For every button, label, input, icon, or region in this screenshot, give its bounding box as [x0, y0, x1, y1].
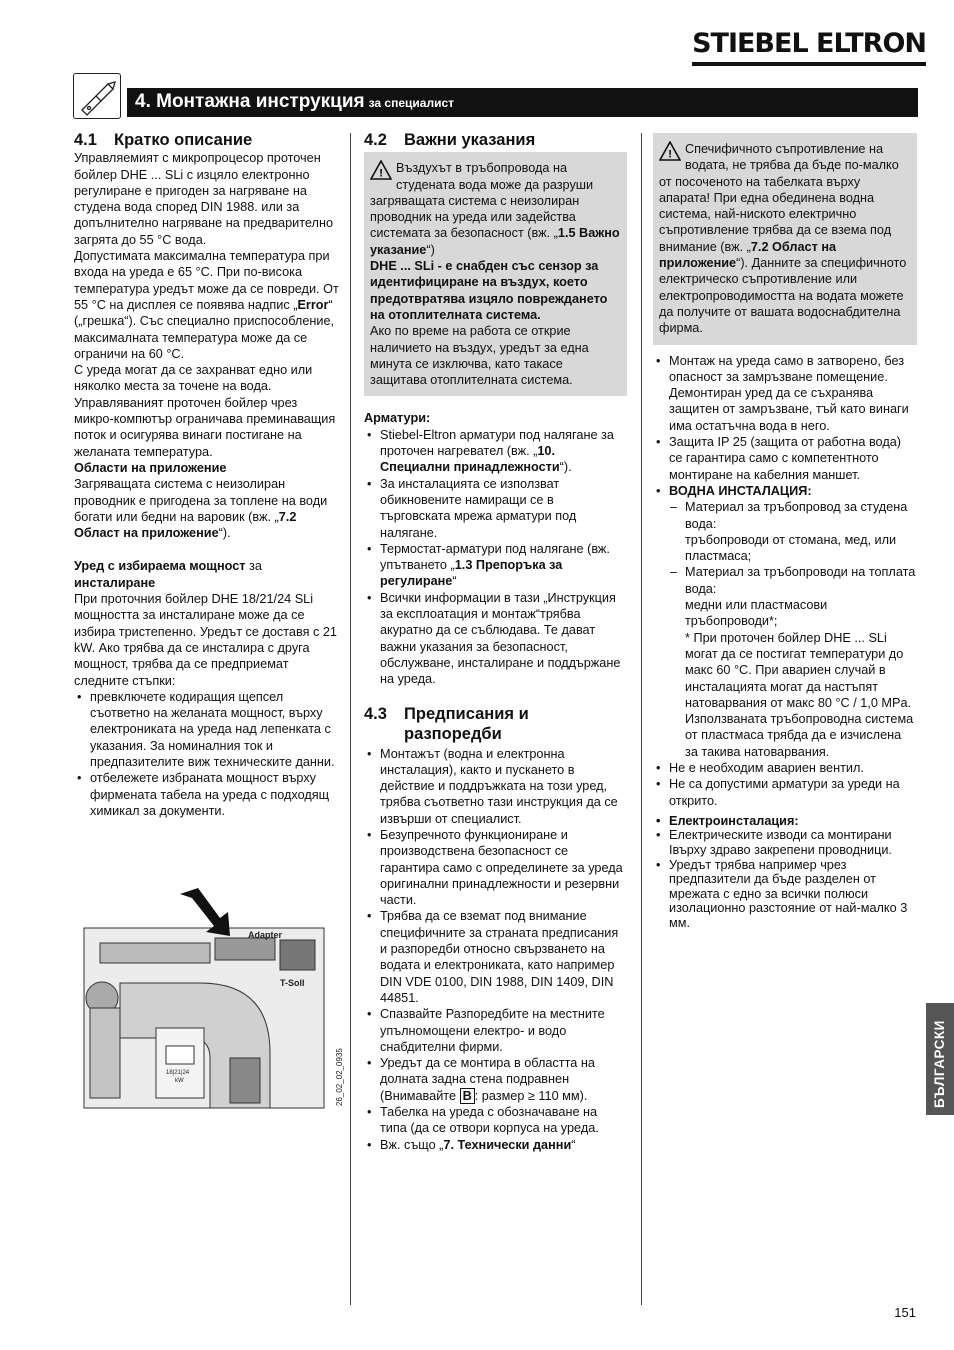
air-warning-box [364, 152, 627, 396]
air-shutdown-text: Ако по време на работа се открие наличието на въздух, уредът за една минута се изключва, като такасе защитава отоплителната система. [370, 324, 589, 388]
application-title: Области на приложение [74, 460, 227, 475]
header-title: 4. Монтажна инструкция [135, 91, 365, 112]
photo-label-adapter: Adapter [248, 930, 283, 940]
list-item: • Спазвайте Разпоредбите на местните упълномощени електро- и водо снабдителни фирми. [364, 1006, 627, 1055]
list-item: • Електрическите изводи са монтирани Івърху здраво закрепени проводници. [653, 828, 917, 857]
photo-label-tsoll: T-Soll [280, 978, 305, 988]
list-item: • Безупречното функциониране и производствена безопасност се гарантира само с определинете за уреда оригинални принадлежности и резервни части. [364, 827, 627, 908]
regulations-list [364, 746, 627, 1153]
power-title: Уред с избираема мощност за инсталиране [74, 559, 262, 590]
warning-icon [370, 160, 392, 180]
resistance-warning-box [653, 133, 917, 345]
water-materials-list [669, 499, 917, 760]
list-item: • Монтаж на уреда само в затворено, без опасност за замръзване помещение. Демонтиран уред да се съхранява защитен от замръзване, тъй като винаги има остатъчна вода в него. [653, 353, 917, 434]
svg-text:!: ! [668, 148, 672, 161]
column-3 [653, 133, 917, 931]
list-item: • Трябва да се вземат под внимание специфичните за страната предписания и разпоредби относно свързването на водата и електрониката, като например DIN VDE 0100, DIN 1988, DIN 1409, DIN 44851. [364, 908, 627, 1006]
column-divider-2 [641, 133, 642, 1305]
page-number: 151 [894, 1305, 916, 1320]
header-subtitle: за специалист [368, 96, 454, 110]
list-item: – Материал за тръбопроводи на топлата вода: медни или пластмасови тръбопроводи*; * При проточен бойлер DHE ... SLi могат да се постигат температури до макс 60 °C. При авариен случай в инсталацията могат да настъпят натоварвания от макс 80 °C / 1,0 MPa. Използваната тръбопроводна система от пластмаса трябда да е изчислена за такива натоварвания. [669, 564, 917, 760]
heading-4-1: 4.1 Кратко описание [74, 131, 253, 149]
language-tab: БЪЛГАРСКИ [926, 1003, 954, 1115]
list-item: • Stiebel-Eltron арматури под налягане за проточен нагревател (вж. „10. Специални принадлежности“). [364, 427, 627, 476]
installation-list [653, 353, 917, 809]
list-item: • Уредът трябва например чрез предпазители да бъде разделен от мрежата с едно за всички полюси изолационно разстояние от най-малко 3 мм. [653, 858, 917, 931]
list-item: • Уредът да се монтира в областта на долната задна стена подравнен (Внимавайте B : размер ≥ 110 мм). [364, 1055, 627, 1104]
figure-ref-b: B [460, 1088, 475, 1104]
column-1 [74, 132, 340, 819]
list-item: • Монтажът (водна и електронна инсталация), както и пускането в действие и поддръжката на този уред, трябва съответно тази инструкция да се извърши от специалист. [364, 746, 627, 827]
power-steps [74, 689, 340, 819]
list-item: • Защита IP 25 (защита от работна вода) се гарантира само с компетентното монтиране на кабелния маншет. [653, 434, 917, 483]
screwdriver-icon [73, 73, 121, 119]
application-paragraph: Загряващата система с неизолиран проводник е пригодена за топлене на води богати или бедни на варовик (вж. „7.2 Област на приложение“). [74, 477, 328, 541]
heading-4-3: 4.3 Предписания и разпоредби [364, 704, 529, 743]
list-item: – Материал за тръбопровод за студена вода: тръбопроводи от стомана, мед, или пластмаса; [669, 499, 917, 564]
electrical-title: • Електроинсталация: [653, 814, 917, 829]
fittings-list [364, 427, 627, 688]
air-sensor-text: DHE ... SLi - е снабден със сензор за идентифициране на въздух, което предотвратява изцяло повреждането на отоплителната система. [370, 259, 608, 322]
column-2 [364, 132, 627, 1153]
column-divider-1 [350, 133, 351, 1305]
photo-label-kw: 18|21|24 [166, 1070, 190, 1076]
list-item: • Не е необходим авариен вентил. [653, 760, 917, 776]
brand-logo: STIEBEL ELTRON [692, 28, 926, 66]
warning-icon [659, 141, 681, 161]
list-item: • отбележете избраната мощност върху фирмената табела на уреда с подходящ химикал за документи. [74, 770, 340, 819]
svg-text:!: ! [379, 167, 383, 180]
list-item: • превключете кодиращия щепсел съответно на желаната мощност, върху електрониката на уреда над лепенката с указания. За номиналния ток и предпазителите виж техническите данни. [74, 689, 340, 770]
list-item: • Вж. също „7. Технически данни“ [364, 1137, 627, 1153]
list-item: • Всички информации в тази „Инструкция за експлоатация и монтаж“трябва акуратно да се съблюдава. Те дават важни указания за безопасност, обслужване, инсталиране и поддържане на уреда. [364, 590, 627, 688]
list-item: • ВОДНА ИНСТАЛАЦИЯ: – Материал за тръбопровод за студена вода: тръбопроводи от стомана, мед, или пластмаса; – Материал за тръбопроводи на топлата вода: медни или пластмасови тръбопроводи*; * При проточен бойлер DHE ... SLi могат да се постигат температури до макс 60 °C. При авариен случай в инсталацията могат да настъпят натоварвания от макс 80 °C / 1,0 MPa. Използваната тръбопроводна система от пластмаса трябда да е изчислена за такива натоварвания. [653, 483, 917, 760]
air-warning-text: Въздухът в тръбопровода на студената вода може да разруши загряващата система с неизолиран проводник на уреда или задейства системата за безопасност (вж. „1.5 Важно указание“) [370, 161, 620, 257]
list-item: • Не са допустими арматури за уреди на открито. [653, 776, 917, 809]
heading-4-2: 4.2 Важни указания [364, 131, 536, 149]
temperature-paragraph: Допустимата максимална температура при входа на уреда е 65 °C. При по-висока температура уредът може да се повреди. От 55 °C на дисплея се появява надпис „Error“ („грешка“). Със специално приспособление, максималната температура може да се ограничи на 60 °C. [74, 249, 339, 361]
power-paragraph: При проточния бойлер DHE 18/21/24 SLi мощността за инсталиране може да се избира тристепенно. Уредът се доставя с 21 kW. Ако трябва да се инсталира с друга мощност, трябва да се предприемат следните стъпки: [74, 592, 337, 688]
electrical-list [653, 814, 917, 931]
photo-code: 26_02_02_0935 [335, 1048, 344, 1106]
intro-paragraph: Управляемият с микропроцесор проточен бойлер DHE ... SLi с изцяло електронно регулиране е пригоден за нагряване на студена вода според DIN 1988. или за допълнително нагряване на предварително загрята до 55 °C вода. [74, 151, 334, 247]
photo-label-kw-unit: kW [175, 1078, 184, 1084]
list-item: • За инсталацията се използват обикновените намиращи се в търговската мрежа арматури под налягане. [364, 476, 627, 541]
list-item: • Термостат-арматури под налягане (вж. упътването „1.3 Препоръка за регулиране“ [364, 541, 627, 590]
device-photo [80, 888, 350, 1113]
list-item: • Табелка на уреда с обозначаване на типа (да се отвори корпуса на уреда. [364, 1104, 627, 1137]
resistance-warning-text: Спечифичното съпротивление на водата, не трябва да бъде по-малко от посоченото на табелката върху апарата! При една обединена водна система, най-ниското електрично съпротивление трябва да се взема под внимание (вж. „7.2 Област на приложение“). Данните за специфичното електрическо съпротивление или електропроводимостта на водата можете да получите от вашата водоснабдителна фирма. [659, 142, 907, 336]
supply-paragraph: С уреда могат да се захранват едно или няколко места за точене на вода. Управляваният проточен бойлер чрез микро-компютър ограничава преминаващия поток и осигурява винаги постигане на желаната температура. [74, 363, 336, 459]
section-header [122, 88, 918, 117]
fittings-title: Арматури: [364, 411, 431, 426]
